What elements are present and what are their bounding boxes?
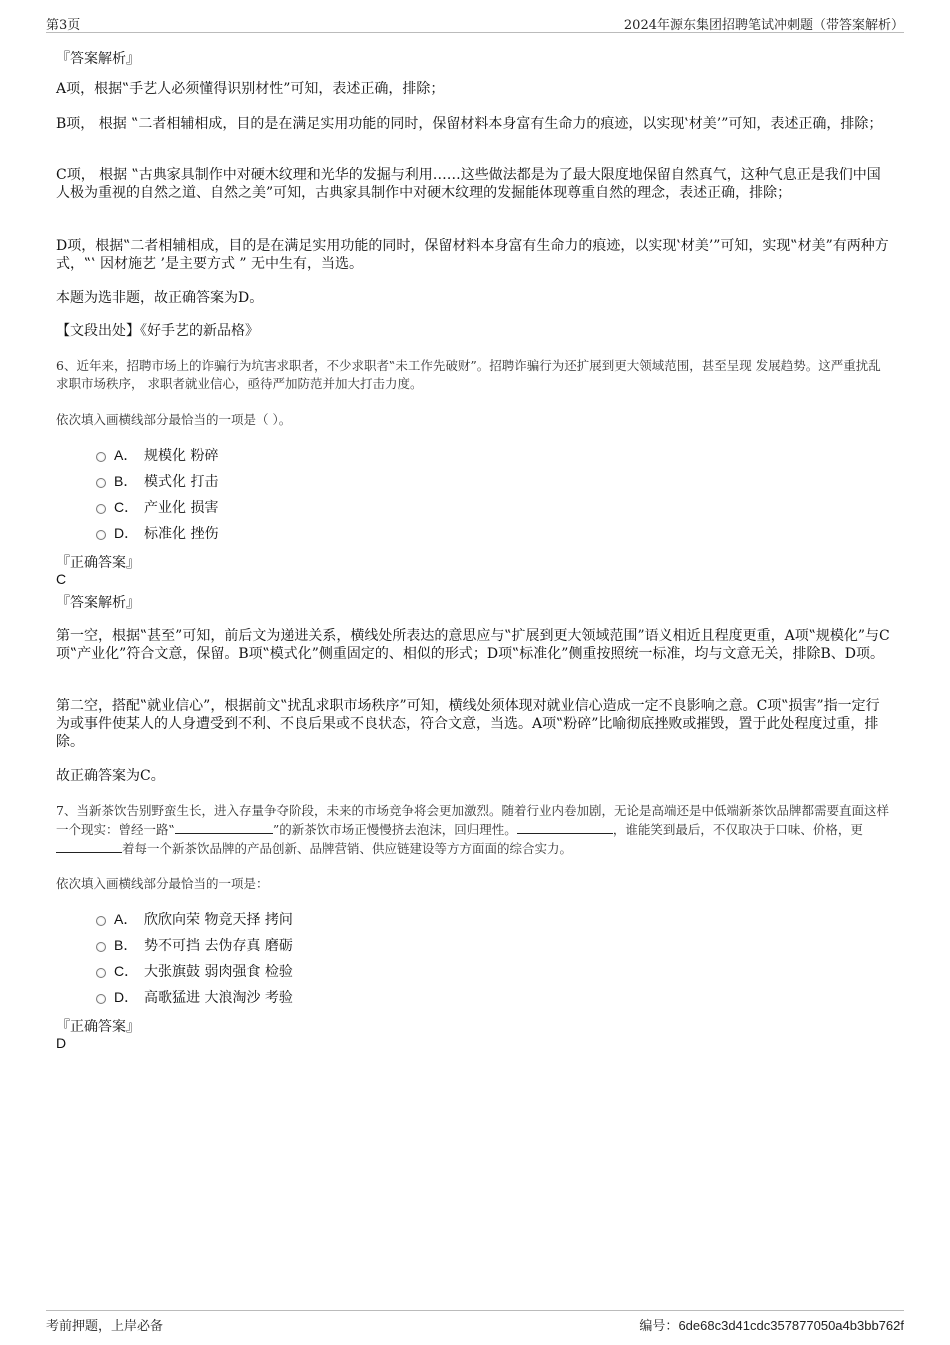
- q6-stem: 6、近年来，招聘市场上的诈骗行为坑害求职者，不少求职者‟未工作先破财”。招聘诈骗行为还扩展到更大领域范围，甚至呈现 发展趋势。这严重扰乱求职市场秩序， 求职者就业信心，亟待严加防范并加大打击力度。: [56, 358, 881, 391]
- q7-option-b[interactable]: B． 势不可挡 去伪存真 磨砺: [96, 935, 293, 955]
- q5-conclusion: 本题为选非题，故正确答案为D。: [56, 290, 264, 306]
- q7-option-d[interactable]: D． 高歌猛进 大浪淘沙 考验: [96, 987, 293, 1007]
- q5-analysis-a: A项，根据‟手艺人必须懂得识别材性”可知，表述正确，排除；: [56, 81, 445, 97]
- document-title: 2024年源东集团招聘笔试冲刺题（带答案解析）: [623, 18, 904, 33]
- q6-option-b[interactable]: B． 模式化 打击: [96, 471, 218, 491]
- radio-icon[interactable]: [96, 452, 106, 462]
- q6-answer-tag: 『正确答案』: [56, 555, 140, 571]
- q7-option-c[interactable]: C． 大张旗鼓 弱肉强食 检验: [96, 961, 293, 981]
- q7-stem: 7、当新茶饮告别野蛮生长，进入存量争夺阶段，未来的市场竞争将会更加激烈。随着行业内卷加剧，无论是高端还是中低端新茶饮品牌都需要直面这样一个现实：曾经一路‟ ”的新茶饮市场正慢慢挤去泡沫，回归理性。 ，谁能笑到最后，不仅取决于口味、价格，更着每一个新茶饮品牌的产品创新、品牌营销、供应链建设等方方面面的综合实力。: [56, 803, 889, 856]
- radio-icon[interactable]: [96, 530, 106, 540]
- q7-instruction: 依次填入画横线部分最恰当的一项是：: [56, 876, 269, 891]
- q6-option-d[interactable]: D． 标准化 挫伤: [96, 523, 218, 543]
- q7-answer-tag: 『正确答案』: [56, 1019, 140, 1035]
- q5-source: 【文段出处】《好手艺的新品格》: [56, 323, 259, 339]
- radio-icon[interactable]: [96, 994, 106, 1004]
- page-header: [46, 12, 904, 33]
- q6-option-a[interactable]: A． 规模化 粉碎: [96, 445, 218, 465]
- q6-instruction: 依次填入画横线部分最恰当的一项是（ ）。: [56, 412, 292, 427]
- q6-answer: C: [56, 571, 67, 587]
- q5-analysis-d: D项，根据‟二者相辅相成，目的是在满足实用功能的同时，保留材料本身富有生命力的痕迹，以实现‛材美’”可知，实现‟材美”有两种方式，‟‛ 因材施艺 ’是主要方式 ” 无中生有，当选。: [56, 238, 889, 272]
- q5-analysis-c: C项， 根据 ‟古典家具制作中对硬木纹理和光华的发掘与利用……这些做法都是为了最大限度地保留自然真气，这种气息正是我们中国人极为重视的自然之道、自然之美”可知，古典家具制作中对硬木纹理的发掘能体现尊重自然的理念，表述正确，排除；: [56, 167, 881, 201]
- q6-option-c[interactable]: C． 产业化 损害: [96, 497, 218, 517]
- q7-answer: D: [56, 1035, 67, 1051]
- radio-icon[interactable]: [96, 478, 106, 488]
- page-footer: [46, 1310, 904, 1335]
- radio-icon[interactable]: [96, 968, 106, 978]
- fill-blank-1[interactable]: [175, 820, 273, 834]
- q5-analysis-tag: 『答案解析』: [56, 51, 140, 67]
- q5-analysis-b: B项， 根据 ‟二者相辅相成，目的是在满足实用功能的同时，保留材料本身富有生命力的痕迹，以实现‛材美’”可知，表述正确，排除；: [56, 116, 883, 132]
- radio-icon[interactable]: [96, 504, 106, 514]
- q6-analysis-2: 第二空，搭配‟就业信心”，根据前文‟扰乱求职市场秩序”可知，横线处须体现对就业信心造成一定不良影响之意。C项‟损害”指一定行为或事件使某人的人身遭受到不利、不良后果或不良状态，符合文意，当选。A项‟粉碎”比喻彻底挫败或摧毁，置于此处程度过重，排除。: [56, 698, 880, 750]
- footer-slogan: 考前押题，上岸必备: [46, 1319, 164, 1334]
- document-code: 编号：6de68c3d41cdc357877050a4b3bb762f: [639, 1318, 904, 1333]
- radio-icon[interactable]: [96, 942, 106, 952]
- fill-blank-3[interactable]: [56, 839, 122, 853]
- fill-blank-2[interactable]: [517, 820, 613, 834]
- radio-icon[interactable]: [96, 916, 106, 926]
- q7-option-a[interactable]: A． 欣欣向荣 物竞天择 拷问: [96, 909, 293, 929]
- q6-analysis-tag: 『答案解析』: [56, 595, 140, 611]
- page-number: 第3页: [46, 18, 81, 33]
- q6-analysis-1: 第一空，根据‟甚至”可知，前后文为递进关系，横线处所表达的意思应与‟扩展到更大领域范围”语义相近且程度更重，A项‟规模化”与C项‟产业化”符合文意，保留。B项‟模式化”侧重固定的、相似的形式；D项‟标准化”侧重按照统一标准，均与文意无关，排除B、D项。: [56, 628, 890, 662]
- q6-conclusion: 故正确答案为C。: [56, 768, 165, 784]
